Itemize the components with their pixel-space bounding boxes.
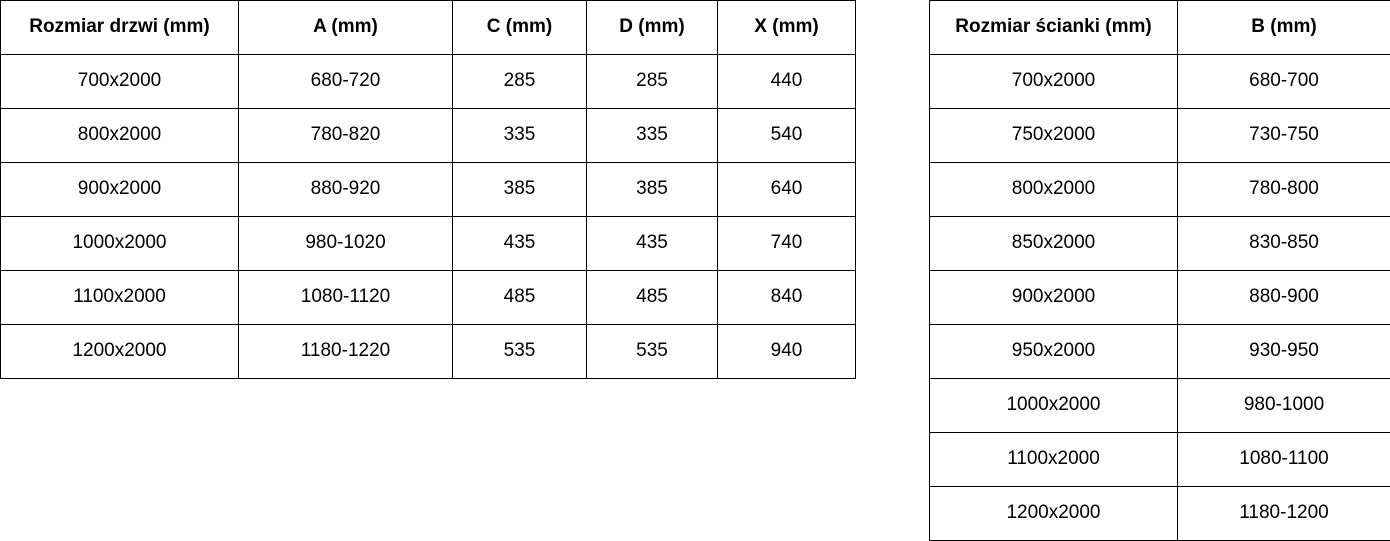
cell-d: 335 <box>587 109 718 163</box>
cell-c: 285 <box>453 55 587 109</box>
cell-c: 335 <box>453 109 587 163</box>
cell-wall-size: 850x2000 <box>930 217 1178 271</box>
cell-a: 1080-1120 <box>239 271 453 325</box>
table-row <box>930 325 1390 379</box>
column-header-door-size: Rozmiar drzwi (mm) <box>1 1 239 55</box>
door-size-table <box>0 0 856 379</box>
cell-b: 680-700 <box>1178 55 1390 109</box>
cell-wall-size: 800x2000 <box>930 163 1178 217</box>
table-row <box>930 55 1390 109</box>
cell-wall-size: 1200x2000 <box>930 487 1178 541</box>
table-row <box>930 163 1390 217</box>
table-row <box>1 163 856 217</box>
wall-size-table <box>929 0 1390 541</box>
table-row <box>1 325 856 379</box>
cell-b: 780-800 <box>1178 163 1390 217</box>
column-header-d: D (mm) <box>587 1 718 55</box>
table-row <box>1 271 856 325</box>
cell-wall-size: 950x2000 <box>930 325 1178 379</box>
cell-wall-size: 1000x2000 <box>930 379 1178 433</box>
cell-x: 940 <box>718 325 856 379</box>
table-row <box>930 433 1390 487</box>
table-row <box>930 379 1390 433</box>
cell-wall-size: 900x2000 <box>930 271 1178 325</box>
table-row <box>930 109 1390 163</box>
cell-x: 640 <box>718 163 856 217</box>
cell-door-size: 1200x2000 <box>1 325 239 379</box>
cell-door-size: 700x2000 <box>1 55 239 109</box>
column-header-c: C (mm) <box>453 1 587 55</box>
cell-b: 980-1000 <box>1178 379 1390 433</box>
table-row <box>1 109 856 163</box>
cell-b: 830-850 <box>1178 217 1390 271</box>
cell-x: 440 <box>718 55 856 109</box>
cell-a: 980-1020 <box>239 217 453 271</box>
cell-d: 535 <box>587 325 718 379</box>
cell-wall-size: 1100x2000 <box>930 433 1178 487</box>
table-header-row <box>930 1 1390 55</box>
table-row <box>1 55 856 109</box>
cell-d: 285 <box>587 55 718 109</box>
table-row <box>930 487 1390 541</box>
cell-b: 1080-1100 <box>1178 433 1390 487</box>
cell-b: 930-950 <box>1178 325 1390 379</box>
column-header-wall-size: Rozmiar ścianki (mm) <box>930 1 1178 55</box>
cell-d: 485 <box>587 271 718 325</box>
table-header-row <box>1 1 856 55</box>
cell-c: 385 <box>453 163 587 217</box>
cell-door-size: 1100x2000 <box>1 271 239 325</box>
column-header-a: A (mm) <box>239 1 453 55</box>
cell-b: 1180-1200 <box>1178 487 1390 541</box>
cell-x: 540 <box>718 109 856 163</box>
cell-x: 840 <box>718 271 856 325</box>
table-row <box>930 217 1390 271</box>
column-header-b: B (mm) <box>1178 1 1390 55</box>
cell-wall-size: 750x2000 <box>930 109 1178 163</box>
cell-door-size: 1000x2000 <box>1 217 239 271</box>
table-row <box>1 217 856 271</box>
cell-a: 780-820 <box>239 109 453 163</box>
column-header-x: X (mm) <box>718 1 856 55</box>
cell-b: 880-900 <box>1178 271 1390 325</box>
cell-d: 385 <box>587 163 718 217</box>
cell-b: 730-750 <box>1178 109 1390 163</box>
cell-d: 435 <box>587 217 718 271</box>
cell-c: 485 <box>453 271 587 325</box>
cell-x: 740 <box>718 217 856 271</box>
cell-door-size: 900x2000 <box>1 163 239 217</box>
table-row <box>930 271 1390 325</box>
cell-c: 435 <box>453 217 587 271</box>
cell-a: 880-920 <box>239 163 453 217</box>
cell-wall-size: 700x2000 <box>930 55 1178 109</box>
cell-a: 1180-1220 <box>239 325 453 379</box>
cell-c: 535 <box>453 325 587 379</box>
cell-door-size: 800x2000 <box>1 109 239 163</box>
cell-a: 680-720 <box>239 55 453 109</box>
